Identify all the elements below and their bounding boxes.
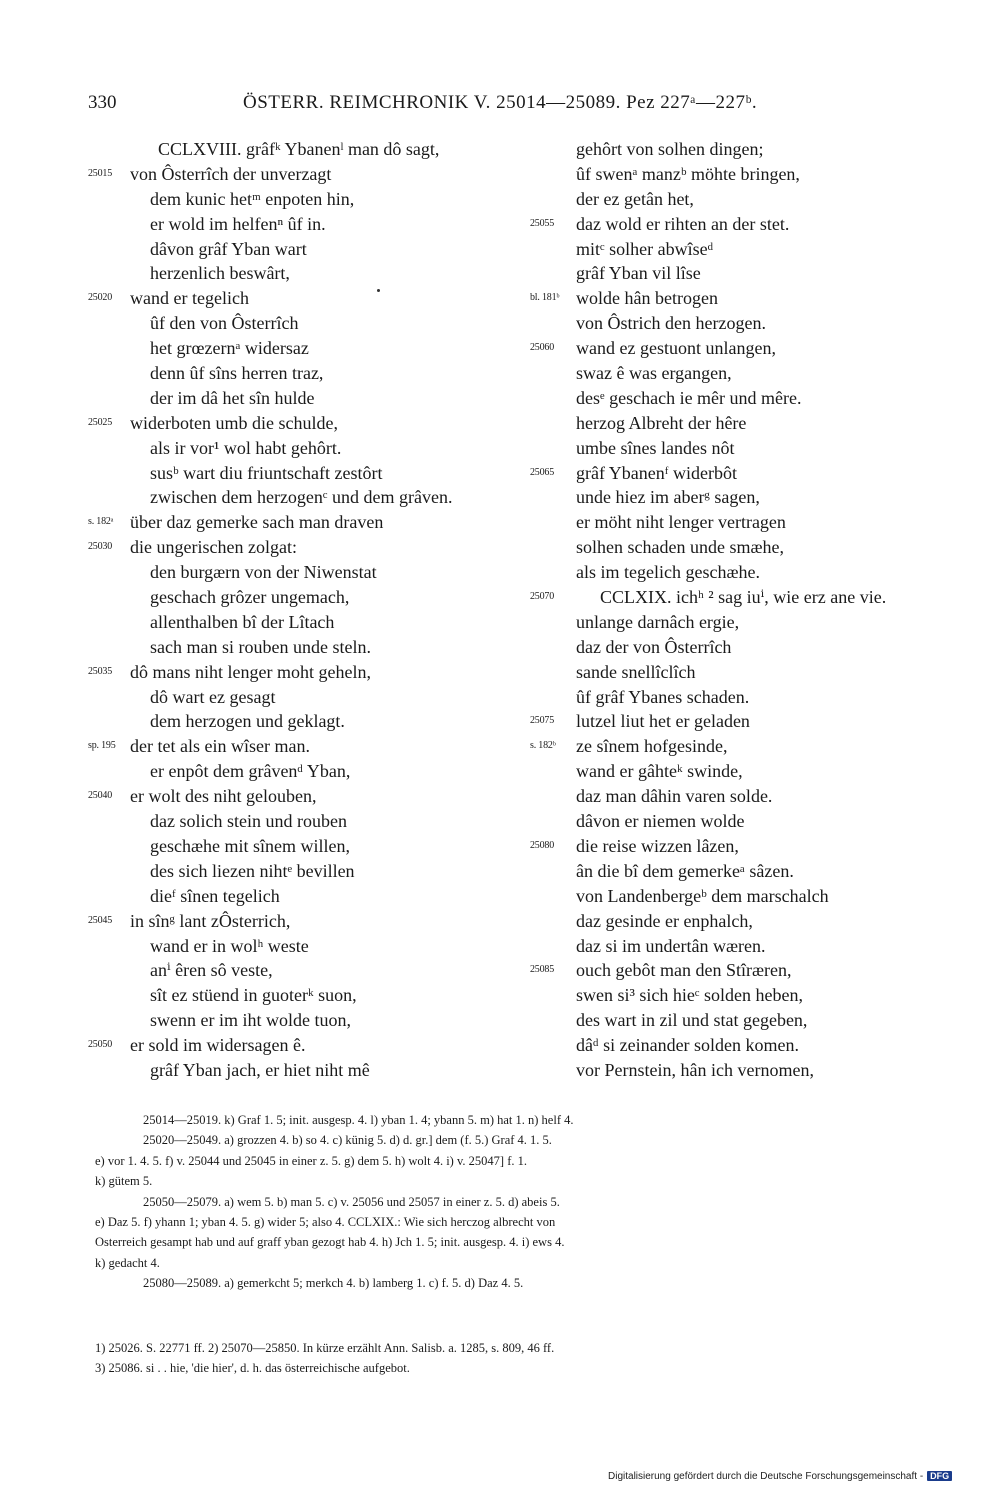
verse-text: er enpôt dem grâvenᵈ Yban,: [150, 761, 351, 782]
verse-line: [88, 909, 528, 934]
line-number: 25015: [88, 167, 113, 179]
verse-text: in sînᵍ lant zÔsterrich,: [130, 910, 291, 931]
dfg-credit-text: Digitalisierung gefördert durch die Deutsche Forschungsgemeinschaft -: [608, 1471, 924, 1482]
verse-line: [88, 884, 528, 909]
verse-line: [88, 759, 528, 784]
apparatus-line: Osterreich gesampt hab und auf graff yban gezogt hab 4. h) Jch 1. 5; init. ausgesp. 4. i) ews 4.: [95, 1235, 565, 1250]
verse-line: [530, 660, 970, 685]
apparatus-line: 25020—25049. a) grozzen 4. b) so 4. c) künig 5. d) d. gr.] dem (f. 5.) Graf 4. 1. 5.: [143, 1133, 552, 1148]
verse-line: [88, 510, 528, 535]
verse-text: dâvon er niemen wolde: [576, 811, 745, 832]
verse-text: anⁱ êren sô veste,: [150, 960, 273, 981]
verse-line: [530, 859, 970, 884]
verse-line: [88, 784, 528, 809]
verse-line: [530, 809, 970, 834]
verse-text: daz gesinde er enphalch,: [576, 910, 753, 931]
verse-text: von Ôsterrîch der unverzagt: [130, 163, 332, 184]
verse-text: grâf Yban vil lîse: [576, 263, 701, 284]
verse-text: denn ûf sîns herren traz,: [150, 363, 324, 384]
line-number: bl. 181ᵇ: [530, 292, 560, 304]
verse-text: swenn er im iht wolde tuon,: [150, 1010, 351, 1031]
verse-line: [88, 212, 528, 237]
verse-line: [530, 909, 970, 934]
verse-line: [88, 137, 528, 162]
verse-line: [88, 461, 528, 486]
verse-text: het grœzernᵃ widersaz: [150, 338, 309, 359]
dfg-credit: [608, 1471, 952, 1482]
apparatus-line: k) gütem 5.: [95, 1174, 153, 1189]
line-number: sp. 195: [88, 740, 116, 752]
verse-line: [88, 336, 528, 361]
verse-line: [88, 934, 528, 959]
verse-text: der im dâ het sîn hulde: [150, 387, 315, 408]
verse-text: des wart in zil und stat gegeben,: [576, 1010, 808, 1031]
verse-text: grâf Ybanenᶠ widerbôt: [576, 462, 738, 483]
verse-text: er sold im widersagen ê.: [130, 1035, 306, 1056]
verse-line: [530, 162, 970, 187]
verse-text: dieᶠ sînen tegelich: [150, 885, 280, 906]
line-number: 25065: [530, 466, 555, 478]
verse-line: [88, 859, 528, 884]
verse-line: [530, 461, 970, 486]
line-number: 25025: [88, 416, 113, 428]
verse-text: den burgærn von der Niwenstat: [150, 562, 377, 583]
verse-line: [88, 709, 528, 734]
verse-text: als ir vor¹ wol habt gehôrt.: [150, 437, 342, 458]
verse-line: [530, 1033, 970, 1058]
verse-text: dô mans niht lenger moht geheln,: [130, 661, 371, 682]
verse-line: [530, 212, 970, 237]
verse-line: [530, 311, 970, 336]
verse-text: wand ez gestuont unlangen,: [576, 338, 776, 359]
verse-text: wand er gâhteᵏ swinde,: [576, 761, 743, 782]
verse-text: CCLXIX. ichʰ ² sag iuⁱ, wie erz ane vie.: [600, 587, 887, 608]
verse-line: [88, 560, 528, 585]
verse-line: [530, 610, 970, 635]
verse-text: lutzel liut het er geladen: [576, 711, 750, 732]
verse-line: [88, 411, 528, 436]
verse-text: allenthalben bî der Lîtach: [150, 611, 335, 632]
verse-text: er möht niht lenger vertragen: [576, 512, 786, 533]
verse-text: wand er in wolʰ weste: [150, 935, 309, 956]
verse-line: [530, 286, 970, 311]
verse-text: von Landenbergeᵇ dem marschalch: [576, 885, 829, 906]
verse-line: [88, 983, 528, 1008]
verse-text: er wold im helfenⁿ ûf in.: [150, 213, 326, 234]
apparatus-line: k) gedacht 4.: [95, 1255, 160, 1270]
line-number: 25045: [88, 914, 113, 926]
verse-line: [530, 187, 970, 212]
apparatus-line: 25080—25089. a) gemerkcht 5; merkch 4. b) lamberg 1. c) f. 5. d) Daz 4. 5.: [143, 1276, 524, 1291]
verse-text: wand er tegelich: [130, 288, 249, 309]
verse-text: susᵇ wart diu friuntschaft zestôrt: [150, 462, 383, 483]
verse-text: CCLXVIII. grâfᵏ Ybanenˡ man dô sagt,: [158, 139, 440, 159]
verse-line: [88, 311, 528, 336]
verse-line: [530, 1058, 970, 1083]
apparatus-line: 25050—25079. a) wem 5. b) man 5. c) v. 25056 und 25057 in einer z. 5. d) abeis 5.: [143, 1194, 560, 1209]
verse-line: [530, 535, 970, 560]
verse-text: widerboten umb die schulde,: [130, 412, 338, 433]
verse-line: [530, 834, 970, 859]
verse-text: sît ez stüend in guoterᵏ suon,: [150, 985, 357, 1006]
verse-line: [530, 411, 970, 436]
verse-text: dem herzogen und geklagt.: [150, 711, 345, 732]
verse-line: [530, 685, 970, 710]
verse-text: unlange darnâch ergie,: [576, 611, 740, 632]
verse-line: [88, 958, 528, 983]
verse-text: die ungerischen zolgat:: [130, 537, 297, 558]
verse-line: [530, 1008, 970, 1033]
verse-text: herzenlich beswârt,: [150, 263, 290, 284]
verse-line: [88, 1058, 528, 1083]
verse-line: [530, 261, 970, 286]
verse-line: [88, 485, 528, 510]
verse-line: [530, 884, 970, 909]
page-number: 330: [88, 92, 117, 113]
line-number: 25050: [88, 1039, 113, 1051]
verse-line: [530, 560, 970, 585]
verse-text: solhen schaden unde smæhe,: [576, 537, 784, 558]
verse-text: dem kunic hetᵐ enpoten hin,: [150, 188, 355, 209]
verse-text: dô wart ez gesagt: [150, 686, 276, 707]
line-number: s. 182ᵇ: [530, 740, 556, 752]
footnote-line: 3) 25086. si . . hie, 'die hier', d. h. das österreichische aufgebot.: [95, 1361, 410, 1376]
verse-line: [88, 635, 528, 660]
verse-text: swaz ê was ergangen,: [576, 363, 732, 384]
verse-text: daz solich stein und rouben: [150, 811, 347, 832]
verse-line: [530, 336, 970, 361]
verse-text: herzog Albreht der hêre: [576, 412, 747, 433]
verse-text: ze sînem hofgesinde,: [576, 736, 728, 757]
verse-line: [530, 934, 970, 959]
line-number: 25035: [88, 665, 113, 677]
verse-text: grâf Yban jach, er hiet niht mê: [150, 1059, 370, 1080]
verse-text: daz der von Ôsterrîch: [576, 636, 732, 657]
verse-text: ân die bî dem gemerkeᵃ sâzen.: [576, 860, 794, 881]
apparatus-line: 25014—25019. k) Graf 1. 5; init. ausgesp. 4. l) yban 1. 4; ybann 5. m) hat 1. n) helf 4.: [143, 1113, 574, 1127]
verse-text: des sich liezen nihtᵉ bevillen: [150, 860, 355, 881]
verse-line: [530, 361, 970, 386]
dfg-logo: DFG: [927, 1471, 952, 1481]
verse-text: ûf den von Ôsterrîch: [150, 313, 299, 334]
line-number: 25060: [530, 342, 555, 354]
verse-line: [88, 1033, 528, 1058]
line-number: 25080: [530, 839, 555, 851]
verse-line: [530, 237, 970, 262]
verse-text: als im tegelich geschæhe.: [576, 562, 760, 583]
verse-text: dâvon grâf Yban wart: [150, 238, 307, 259]
verse-line: [88, 585, 528, 610]
line-number: 25040: [88, 790, 113, 802]
verse-text: die reise wizzen lâzen,: [576, 835, 739, 856]
verse-text: gehôrt von solhen dingen;: [576, 139, 764, 159]
verse-text: geschæhe mit sînem willen,: [150, 835, 350, 856]
verse-text: sach man si rouben unde steln.: [150, 636, 371, 657]
verse-line: [530, 485, 970, 510]
running-title: ÖSTERR. REIMCHRONIK V. 25014—25089. Pez 227ᵃ—227ᵇ.: [243, 92, 758, 113]
right-verse-column: [530, 137, 970, 1083]
verse-text: swen si³ sich hieᶜ solden heben,: [576, 985, 803, 1006]
verse-line: [530, 386, 970, 411]
verse-line: [530, 983, 970, 1008]
verse-line: [530, 137, 970, 162]
left-verse-column: [88, 137, 528, 1083]
verse-text: unde hiez im aberᵍ sagen,: [576, 487, 760, 508]
line-number: 25030: [88, 541, 113, 553]
footnotes: [95, 1338, 965, 1379]
verse-text: ouch gebôt man den Stîræren,: [576, 960, 792, 981]
verse-line: [88, 361, 528, 386]
verse-text: ûf swenᵃ manzᵇ möhte bringen,: [576, 163, 800, 184]
verse-text: umbe sînes landes nôt: [576, 437, 735, 458]
verse-line: [88, 685, 528, 710]
verse-text: er wolt des niht gelouben,: [130, 786, 317, 807]
verse-line: [88, 261, 528, 286]
line-number: 25075: [530, 715, 555, 727]
verse-text: von Ôstrich den herzogen.: [576, 313, 766, 334]
verse-text: sande snellîclîch: [576, 661, 696, 682]
line-number: 25020: [88, 292, 113, 304]
verse-line: [530, 734, 970, 759]
verse-line: [88, 187, 528, 212]
verse-line: [88, 809, 528, 834]
verse-text: ûf grâf Ybanes schaden.: [576, 686, 750, 707]
verse-line: [88, 436, 528, 461]
line-number: s. 182ᵃ: [88, 516, 114, 528]
line-number: 25055: [530, 217, 555, 229]
verse-line: [530, 759, 970, 784]
verse-line: [530, 585, 970, 610]
apparatus-line: e) Daz 5. f) yhann 1; yban 4. 5. g) wider 5; also 4. CCLXIX.: Wie sich herczog albrecht von: [95, 1214, 556, 1229]
verse-text: über daz gemerke sach man draven: [130, 512, 384, 533]
verse-line: [88, 834, 528, 859]
line-number: 25085: [530, 964, 555, 976]
line-number: 25070: [530, 591, 555, 603]
verse-line: [88, 162, 528, 187]
verse-line: [88, 386, 528, 411]
verse-line: [88, 734, 528, 759]
critical-apparatus: [95, 1110, 965, 1294]
verse-line: [88, 237, 528, 262]
verse-line: [530, 958, 970, 983]
verse-text: der ez getân het,: [576, 188, 694, 209]
verse-text: dâᵈ si zeinander solden komen.: [576, 1035, 800, 1056]
verse-text: wolde hân betrogen: [576, 288, 718, 309]
verse-line: [530, 709, 970, 734]
verse-text: daz si im undertân wæren.: [576, 935, 766, 956]
verse-line: [530, 436, 970, 461]
verse-text: geschach grôzer ungemach,: [150, 587, 350, 608]
verse-line: [530, 784, 970, 809]
verse-text: der tet als ein wîser man.: [130, 736, 310, 757]
verse-line: [88, 286, 528, 311]
verse-text: desᵉ geschach ie mêr und mêre.: [576, 387, 802, 408]
verse-line: [88, 1008, 528, 1033]
verse-text: mitᶜ solher abwîseᵈ: [576, 238, 714, 259]
verse-line: [88, 535, 528, 560]
verse-text: daz wold er rihten an der stet.: [576, 213, 790, 234]
verse-text: zwischen dem herzogenᶜ und dem grâven.: [150, 487, 453, 508]
page-header: [88, 92, 918, 118]
verse-line: [88, 660, 528, 685]
apparatus-line: e) vor 1. 4. 5. f) v. 25044 und 25045 in einer z. 5. g) dem 5. h) wolt 4. i) v. 25047] f. 1.: [95, 1153, 527, 1168]
footnote-line: 1) 25026. S. 22771 ff. 2) 25070—25850. In kürze erzählt Ann. Salisb. a. 1285, s. 809, 46 ff.: [95, 1341, 555, 1355]
verse-line: [530, 510, 970, 535]
verse-text: daz man dâhin varen solde.: [576, 786, 773, 807]
verse-line: [88, 610, 528, 635]
verse-text: vor Pernstein, hân ich vernomen,: [576, 1059, 814, 1080]
verse-line: [530, 635, 970, 660]
